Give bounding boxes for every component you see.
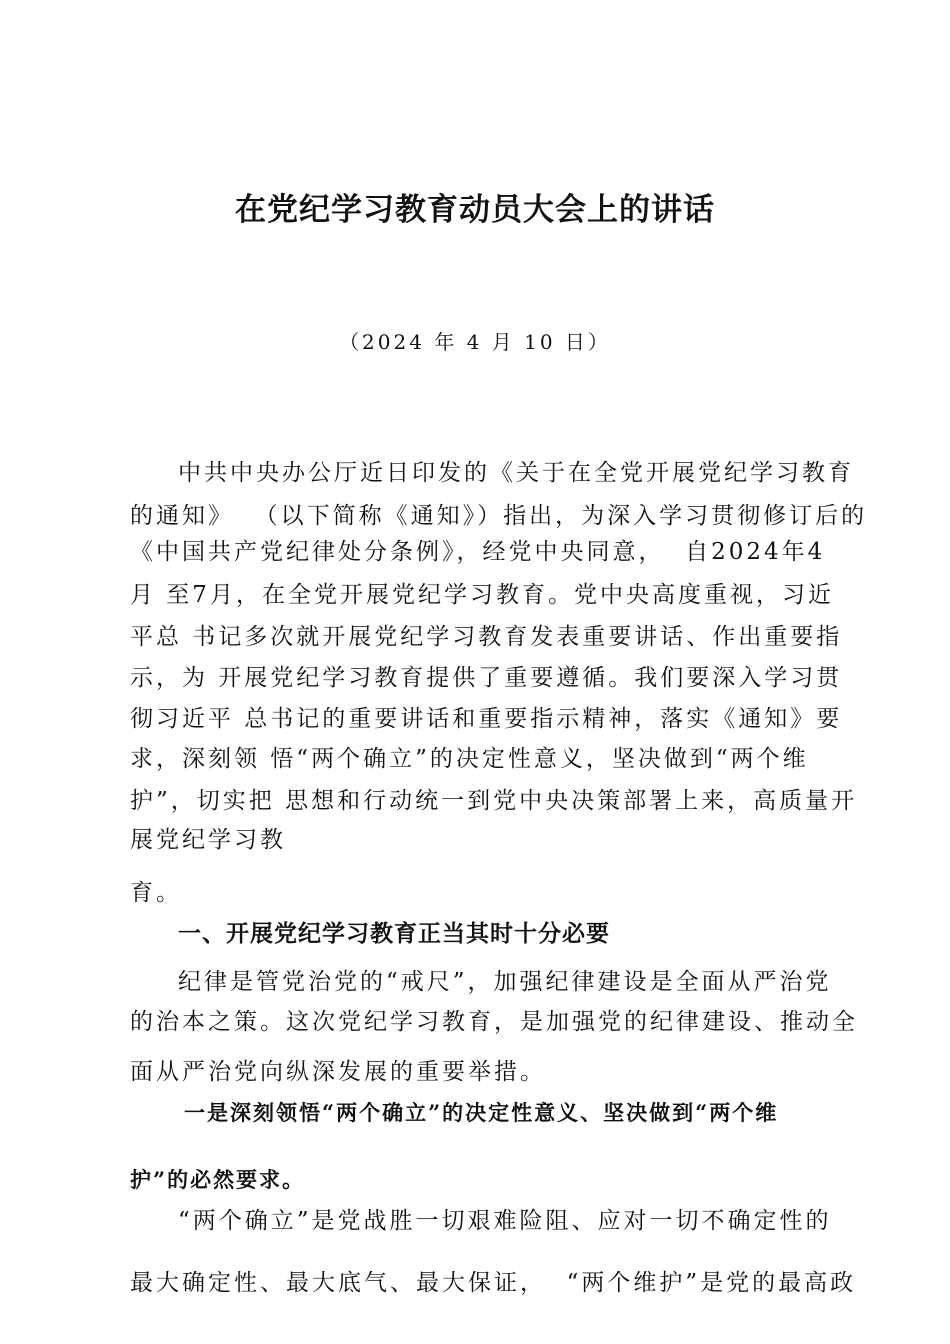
document-date: （2024 年 4 月 10 日） <box>339 330 611 354</box>
document-title: 在党纪学习教育动员大会上的讲话 <box>235 192 715 228</box>
paragraph-line: 护”，切实把 思想和行动统一到党中央决策部署上来，高质量开 <box>130 788 858 814</box>
paragraph-line: 的治本之策。这次党纪学习教育，是加强党的纪律建设、推动全 <box>130 1009 858 1035</box>
subheading-line: 一是深刻领悟“两个确立”的决定性意义、坚决做到“两个维 <box>184 1100 779 1125</box>
section-heading: 一、开展党纪学习教育正当其时十分必要 <box>178 921 610 947</box>
subheading-line: 护”的必然要求。 <box>130 1167 306 1192</box>
paragraph-line: 月 至7月，在全党开展党纪学习教育。党中央高度重视，习近 <box>130 582 834 608</box>
paragraph-line: 示，为 开展党纪学习教育提供了重要遵循。我们要深入学习贯 <box>130 665 843 691</box>
paragraph-line: “两个确立”是党战胜一切艰难险阻、应对一切不确定性的 <box>178 1208 832 1234</box>
paragraph-line: 展党纪学习教 <box>130 827 286 853</box>
paragraph-line: 求，深刻领 悟“两个确立”的决定性意义，坚决做到“两个维 <box>130 746 809 772</box>
paragraph-line: 育。 <box>130 880 182 906</box>
paragraph-line: 纪律是管党治党的“戒尺”，加强纪律建设是全面从严治党 <box>178 969 832 995</box>
paragraph-line: 最大确定性、最大底气、最大保证， “两个维护”是党的最高政 <box>130 1270 857 1296</box>
paragraph-line: 彻习近平 总书记的重要讲话和重要指示精神，落实《通知》要 <box>130 706 843 732</box>
paragraph-line: 的通知》 （以下简称《通知》）指出，为深入学习贯彻修订后的 <box>130 503 868 529</box>
paragraph-line: 平总 书记多次就开展党纪学习教育发表重要讲话、作出重要指 <box>130 624 843 650</box>
paragraph-line: 《中国共产党纪律处分条例》，经党中央同意， 自2024年4 <box>130 539 826 565</box>
paragraph-line: 面从严治党向纵深发展的重要举措。 <box>130 1059 546 1085</box>
paragraph-line: 中共中央办公厅近日印发的《关于在全党开展党纪学习教育 <box>178 460 854 486</box>
